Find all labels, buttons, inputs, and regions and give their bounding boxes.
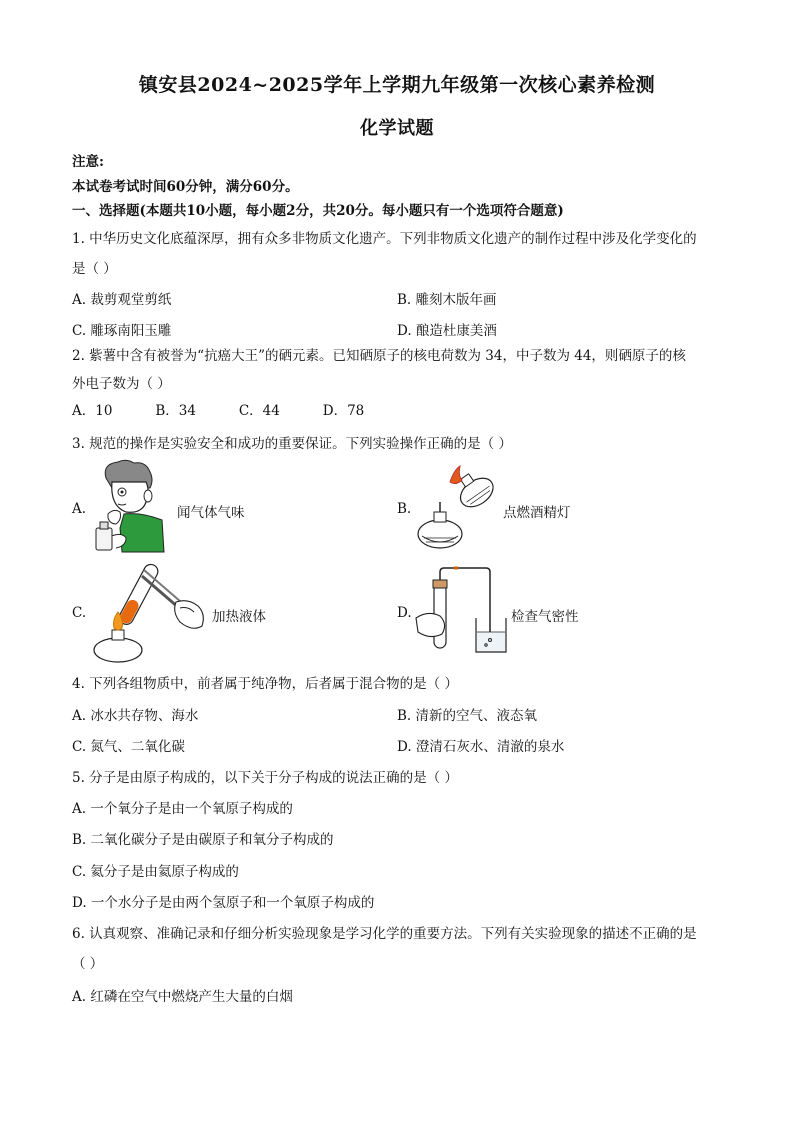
q2-stem-line2: 外电子数为（ ） [72,376,171,392]
q4-stem: 4. 下列各组物质中，前者属于纯净物，后者属于混合物的是（ ） [72,676,458,692]
q5-option-a: A. 一个氧分子是由一个氧原子构成的 [72,801,293,817]
q1-option-c: C. 雕琢南阳玉雕 [72,323,172,339]
q3-option-d-letter: D. [397,605,412,621]
light-alcohol-lamp-figure [414,462,500,552]
q4-option-c: C. 氮气、二氧化碳 [72,739,185,755]
q3-option-c-letter: C. [72,605,87,621]
q6-option-a: A. 红磷在空气中燃烧产生大量的白烟 [72,989,293,1005]
notice-label: 注意: [72,154,104,170]
q3-option-c-label: 加热液体 [212,609,266,625]
q4-option-b: B. 清新的空气、液态氧 [397,708,538,724]
q3-option-a-letter: A. [72,501,87,517]
exam-subtitle: 化学试题 [360,118,434,139]
q3-option-b-label: 点燃酒精灯 [503,505,571,521]
q1-option-d: D. 酿造杜康美酒 [397,323,497,339]
q2-options: A．10 B．34 C．44 D．78 [72,403,365,419]
q6-stem-line1: 6. 认真观察、准确记录和仔细分析实验现象是学习化学的重要方法。下列有关实验现象的描述不正确的是 [72,926,697,942]
q5-stem: 5. 分子是由原子构成的，以下关于分子构成的说法正确的是（ ） [72,770,458,786]
q3-option-a-label: 闻气体气味 [177,505,245,521]
q5-option-c: C. 氦分子是由氦原子构成的 [72,864,239,880]
section-heading: 一、选择题(本题共10小题，每小题2分，共20分。每小题只有一个选项符合题意) [72,203,564,219]
q4-option-d: D. 澄清石灰水、清澈的泉水 [397,739,565,755]
smell-gas-figure [92,458,168,554]
q1-option-b: B. 雕刻木版年画 [397,292,497,308]
notice-text: 本试卷考试时间60分钟，满分60分。 [72,179,299,195]
exam-title: 镇安县2024~2025学年上学期九年级第一次核心素养检测 [138,74,656,96]
q1-stem-line1: 1. 中华历史文化底蕴深厚，拥有众多非物质文化遗产。下列非物质文化遗产的制作过程中涉及化学变化的 [72,231,697,247]
q5-option-b: B. 二氧化碳分子是由碳原子和氧分子构成的 [72,832,334,848]
heat-liquid-figure [88,562,208,666]
q1-option-a: A. 裁剪观堂剪纸 [72,292,172,308]
airtightness-check-figure [414,566,510,658]
q3-option-b-letter: B. [397,501,412,517]
q6-stem-line2: （ ） [72,956,104,972]
q3-stem: 3. 规范的操作是实验安全和成功的重要保证。下列实验操作正确的是（ ） [72,436,512,452]
q4-option-a: A. 冰水共存物、海水 [72,708,199,724]
q3-option-d-label: 检查气密性 [511,609,579,625]
q1-stem-line2: 是（ ） [72,261,117,277]
q5-option-d: D. 一个水分子是由两个氢原子和一个氧原子构成的 [72,895,375,911]
q2-stem-line1: 2. 紫薯中含有被誉为“抗癌大王”的硒元素。已知硒原子的核电荷数为 34，中子数为 44，则硒原子的核 [72,348,686,364]
